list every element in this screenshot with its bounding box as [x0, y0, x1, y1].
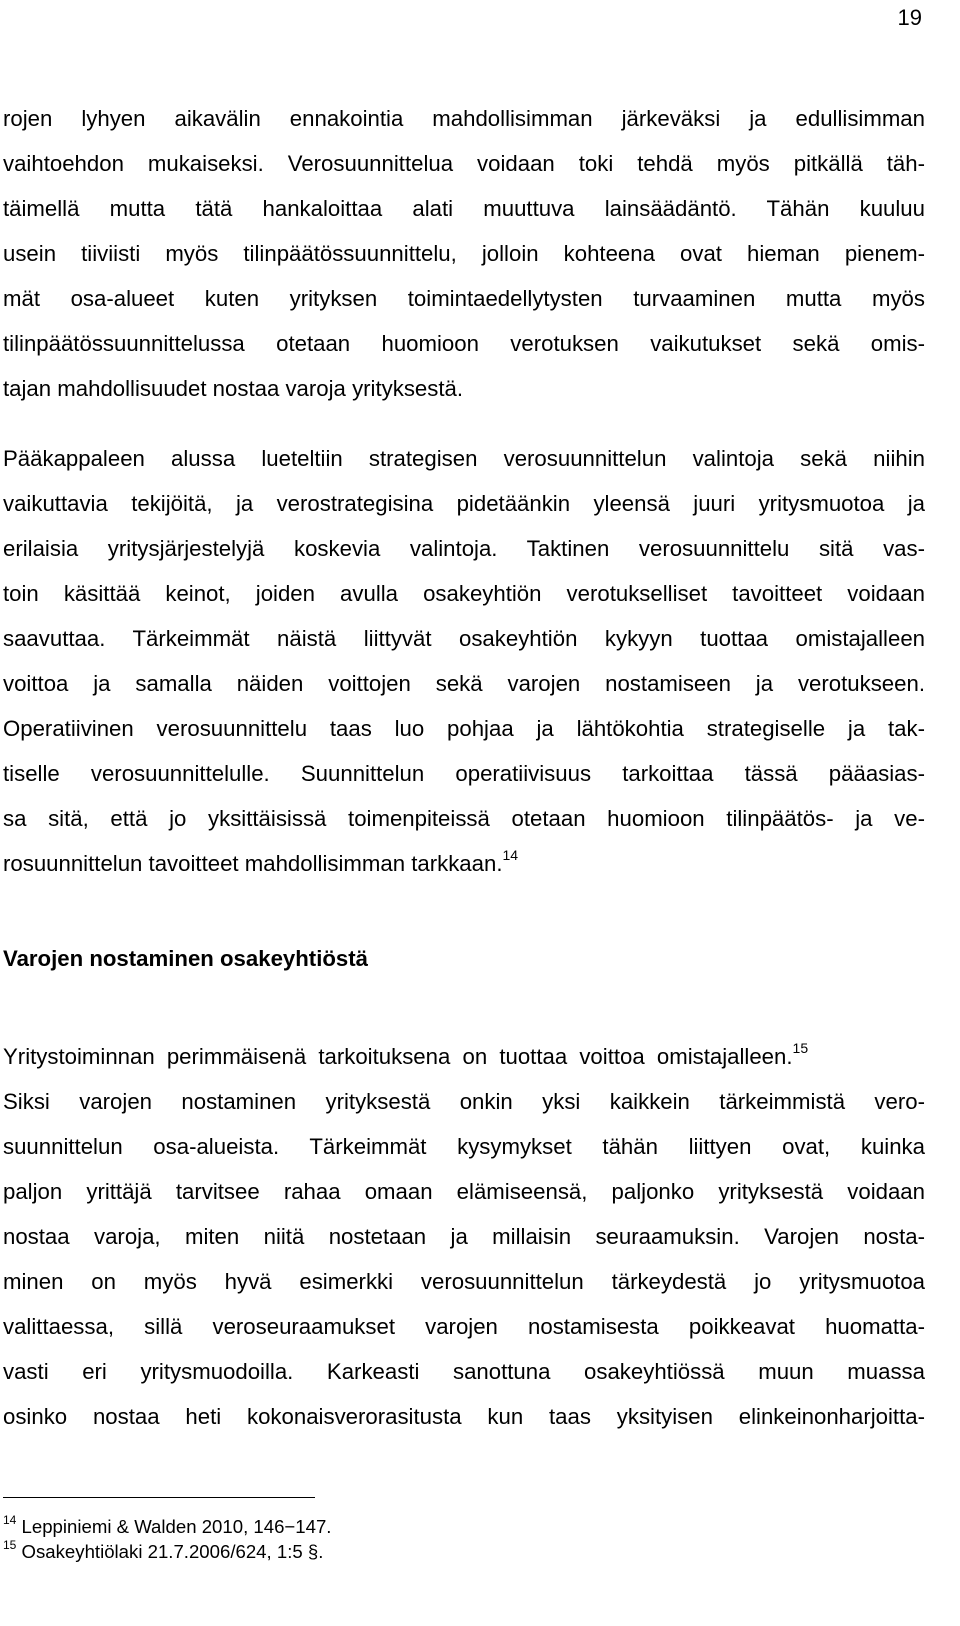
footnote-number: 15 [3, 1537, 17, 1552]
text-line [3, 846, 925, 877]
text-line: vasti eri yritysmuodoilla. Karkeasti sanottuna osakeyhtiössä muun muassa [3, 1359, 925, 1384]
footnote-ref[interactable]: 14 [502, 846, 519, 863]
footnote-divider [3, 1497, 315, 1498]
footnote-ref[interactable]: 15 [792, 1039, 809, 1056]
text-line: usein tiiviisti myös tilinpäätössuunnittelu, jolloin kohteena ovat hieman pienem- [3, 241, 925, 266]
text-line: erilaisia yritysjärjestelyjä koskevia valintoja. Taktinen verosuunnittelu sitä vas- [3, 536, 925, 561]
footnote [3, 1537, 324, 1563]
text-line: täimellä mutta tätä hankaloittaa alati muuttuva lainsäädäntö. Tähän kuuluu [3, 196, 925, 221]
text-line: vaihtoehdon mukaiseksi. Verosuunnittelua voidaan toki tehdä myös pitkällä täh- [3, 151, 925, 176]
text-line: Siksi varojen nostaminen yrityksestä onkin yksi kaikkein tärkeimmistä vero- [3, 1089, 925, 1114]
text-line: paljon yrittäjä tarvitsee rahaa omaan elämiseensä, paljonko yrityksestä voidaan [3, 1179, 925, 1204]
section-heading: Varojen nostaminen osakeyhtiöstä [3, 946, 368, 971]
text-line: suunnittelun osa-alueista. Tärkeimmät kysymykset tähän liittyen ovat, kuinka [3, 1134, 925, 1159]
text-line: Operatiivinen verosuunnittelu taas luo pohjaa ja lähtökohtia strategiselle ja tak- [3, 716, 925, 741]
page-number: 19 [897, 5, 922, 30]
footnote-number: 14 [3, 1512, 17, 1527]
text-line: rojen lyhyen aikavälin ennakointia mahdollisimman järkeväksi ja edullisimman [3, 106, 925, 131]
text-line: vaikuttavia tekijöitä, ja verostrategisina pidetäänkin yleensä juuri yritysmuotoa ja [3, 491, 925, 516]
text-line: mät osa-alueet kuten yrityksen toimintaedellytysten turvaaminen mutta myös [3, 286, 925, 311]
text-line: nostaa varoja, miten niitä nostetaan ja millaisin seuraamuksin. Varojen nosta- [3, 1224, 925, 1249]
text-line: Pääkappaleen alussa lueteltiin strategisen verosuunnittelun valintoja sekä niihin [3, 446, 925, 471]
text-span: rosuunnittelun tavoitteet mahdollisimman tarkkaan. [3, 851, 503, 876]
text-line: minen on myös hyvä esimerkki verosuunnittelun tärkeydestä jo yritysmuotoa [3, 1269, 925, 1294]
text-line: osinko nostaa heti kokonaisverorasitusta kun taas yksityisen elinkeinonharjoitta- [3, 1404, 925, 1429]
text-line: valittaessa, sillä veroseuraamukset varojen nostamisesta poikkeavat huomatta- [3, 1314, 925, 1339]
footnote-text: Leppiniemi & Walden 2010, 146−147. [21, 1516, 332, 1537]
footnote-text: Osakeyhtiölaki 21.7.2006/624, 1:5 §. [21, 1541, 324, 1562]
text-line: voittoa ja samalla näiden voittojen sekä varojen nostamiseen ja verotukseen. [3, 671, 925, 696]
text-line: saavuttaa. Tärkeimmät näistä liittyvät osakeyhtiön kykyyn tuottaa omistajalleen [3, 626, 925, 651]
footnote [3, 1512, 332, 1538]
text-line: toin käsittää keinot, joiden avulla osakeyhtiön verotukselliset tavoitteet voidaan [3, 581, 925, 606]
text-line: tilinpäätössuunnittelussa otetaan huomioon verotuksen vaikutukset sekä omis- [3, 331, 925, 356]
text-line: tiselle verosuunnittelulle. Suunnittelun operatiivisuus tarkoittaa tässä pääasias- [3, 761, 925, 786]
text-line [3, 1039, 925, 1070]
text-line: tajan mahdollisuudet nostaa varoja yrityksestä. [3, 376, 464, 401]
text-span: Yritystoiminnan perimmäisenä tarkoituksena on tuottaa voittoa omistajalleen. [3, 1044, 793, 1069]
text-line: sa sitä, että jo yksittäisissä toimenpiteissä otetaan huomioon tilinpäätös- ja ve- [3, 806, 925, 831]
